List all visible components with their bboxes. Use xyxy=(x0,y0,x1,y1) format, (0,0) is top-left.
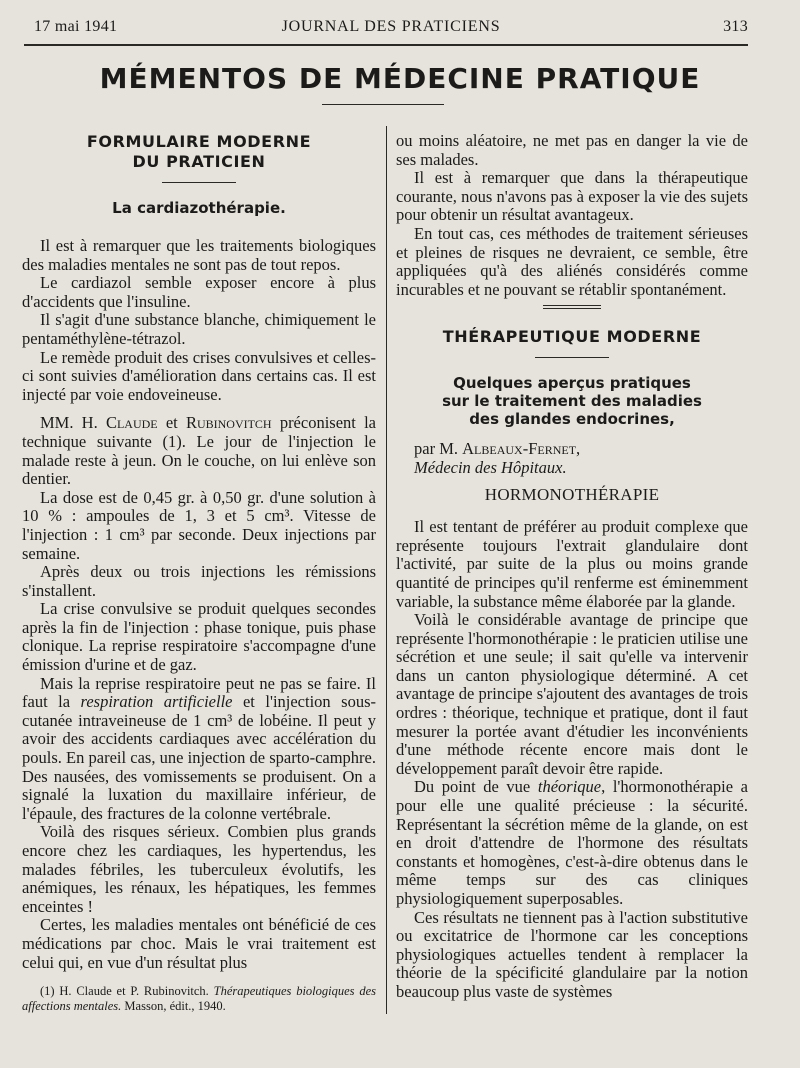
paragraph-text: MM. H. xyxy=(40,413,106,433)
author-role xyxy=(396,459,748,478)
header-journal-name: JOURNAL DES PRATICIENS xyxy=(281,18,501,35)
paragraph: La crise convulsive se produit quelques secondes après la fin de l'injection : phase tonique, puis phase clonique. La reprise respiratoire s'accompagne d'une émission d'urine et de gaz. xyxy=(22,599,376,675)
subtitle-line: Quelques aperçus pratiques xyxy=(453,374,691,393)
paragraph: Le cardiazol semble exposer encore à plus d'accidents que l'insuline. xyxy=(22,273,376,311)
emphasis: théorique xyxy=(537,777,602,797)
header-page-number: 313 xyxy=(723,18,748,35)
section-title-line: DU PRATICIEN xyxy=(132,152,266,171)
section-title-line: FORMULAIRE MODERNE xyxy=(86,132,312,151)
paragraph: En tout cas, ces méthodes de traitement sérieuses et pleines de risques ne devraient, ce semble, être appliquées qu'à des aliénés considérés comme incurables et ne pouvant se rétablir spontanément. xyxy=(396,223,748,299)
header-rule xyxy=(24,44,748,46)
paragraph: Après deux ou trois injections les rémissions s'installent. xyxy=(22,562,376,600)
footnote xyxy=(22,984,376,1013)
paragraph-text: et xyxy=(157,413,186,433)
footnote-emphasis: Thérapeutiques biologiques des affections mentales. xyxy=(22,984,377,1013)
paragraph: Il est à remarquer que les traitements biologiques des maladies mentales ne sont pas de tout repos. xyxy=(22,236,376,274)
running-header xyxy=(34,18,748,38)
emphasis: respiration artificielle xyxy=(80,692,233,712)
column-divider xyxy=(386,126,387,1014)
paragraph-text: , l'hormonothérapie a pour elle une qualité précieuse : la sécurité. Représentant la sécrétion même de la glande, on est en droit d'attendre de l'hormone des résultats constants et homogènes, c'est-à-dire obtenus dans le même temps sur des cas cliniques physiologiquement superposables. xyxy=(396,777,749,908)
author-name: Albeaux-Fernet xyxy=(462,439,577,459)
paragraph: Il s'agit d'une substance blanche, chimiquement le pentaméthylène-tétrazol. xyxy=(22,310,376,348)
paragraph: Certes, les maladies mentales ont bénéficié de ces médications par choc. Mais le vrai traitement est celui qui, en vue d'un résultat plus xyxy=(22,915,376,972)
footnote-text: (1) H. Claude et P. Rubinovitch. xyxy=(40,984,214,999)
subtitle-line: sur le traitement des maladies xyxy=(442,392,702,411)
paragraph: Voilà des risques sérieux. Combien plus grands encore chez les cardiaques, les hypertendus, les malades fébriles, les tuberculeux évolutifs, les anémiques, les rénaux, les hépatiques, les femmes enceintes ! xyxy=(22,822,376,916)
footnote-text: Masson, édit., 1940. xyxy=(121,998,226,1013)
article-subtitle: La cardiazothérapie. xyxy=(112,199,286,217)
paragraph xyxy=(22,675,376,824)
author-role-text: Médecin des Hôpitaux. xyxy=(414,457,567,477)
title-rule xyxy=(322,104,444,105)
paragraph: Le remède produit des crises convulsives et celles-ci sont suivies d'amélioration dans certains cas. Il est injecté par voie endoveineuse. xyxy=(22,347,376,404)
section-heading: HORMONOTHÉRAPIE xyxy=(484,484,660,504)
byline xyxy=(396,440,748,459)
paragraph: La dose est de 0,45 gr. à 0,50 gr. d'une solution à 10 % : ampoules de 1, 3 et 5 cm³. Vitesse de l'injection : 1 cm³ par seconde. Deux injections par semaine. xyxy=(22,487,376,563)
paragraph: Ces résultats ne tiennent pas à l'action substitutive ou excitatrice de l'hormone car les conceptions physiologiques actuelles tendent à remplacer la théorie de la spécificité glandulaire par la notion beaucoup plus vaste de systèmes xyxy=(396,907,748,1001)
byline-text: par M. xyxy=(414,439,463,459)
section-rule xyxy=(535,357,609,358)
author-name: Rubinovitch xyxy=(185,413,272,433)
paragraph-text: Mais la reprise respiratoire peut ne pas se faire. Il faut la xyxy=(22,673,376,712)
paragraph xyxy=(396,778,748,908)
byline-text: , xyxy=(576,439,581,459)
separator-rule xyxy=(543,305,601,309)
section-rule xyxy=(162,182,236,183)
paragraph: Voilà le considérable avantage de principe que représente l'hormonothérapie : le praticien utilise une sécrétion et une seule; il sait qu'elle va intervenir dans un canton physiologique déterminé. A cet avantage de principe s'ajoutent des avantages de trois ordres : théorique, technique et pratique, dont il faut mesurer la portée avant d'étudier les inconvénients d'une méthode récente encore mais dont le développement paraît devoir être rapide. xyxy=(396,610,748,778)
left-column xyxy=(22,132,376,1013)
section-title-formulaire xyxy=(22,132,376,172)
author-name: Claude xyxy=(105,413,158,433)
article-subtitle xyxy=(396,374,748,428)
paragraph: ou moins aléatoire, ne met pas en danger la vie de ses malades. xyxy=(396,131,748,169)
paragraph: Il est tentant de préférer au produit complexe que représente toujours l'extrait glandulaire dont l'activité, par suite de la plus ou moins grande quantité de principes qu'il renferme est éminemment variable, la substance même élaborée par la glande. xyxy=(396,517,748,611)
section-title-therapeutique: THÉRAPEUTIQUE MODERNE xyxy=(442,327,702,347)
page-title: MÉMENTOS DE MÉDECINE PRATIQUE xyxy=(99,62,701,95)
right-column xyxy=(396,132,748,1002)
paragraph-text: et l'injection sous-cutanée intraveineuse de 1 cm³ de lobéine. Il peut y avoir des accidents cardiaques avec accélération du pouls. En pareil cas, une injection de sparto-camphre. Des nausées, des vomissements se produisent. On a signalé la luxation du maxillaire inférieur, de l'épaule, des fractures de la colonne vertébrale. xyxy=(22,692,376,823)
header-date: 17 mai 1941 xyxy=(34,18,118,35)
paragraph: Il est à remarquer que dans la thérapeutique courante, nous n'avons pas à exposer la vie des sujets pour obtenir un résultat avantageux. xyxy=(396,168,748,225)
subtitle-line: des glandes endocrines, xyxy=(469,410,675,429)
paragraph-text: préconisent la technique suivante (1). Le jour de l'injection le malade reste à jeun. On le couche, on lui enlève son dentier. xyxy=(22,413,376,489)
paragraph xyxy=(22,414,376,488)
paragraph-text: Du point de vue xyxy=(414,777,538,797)
